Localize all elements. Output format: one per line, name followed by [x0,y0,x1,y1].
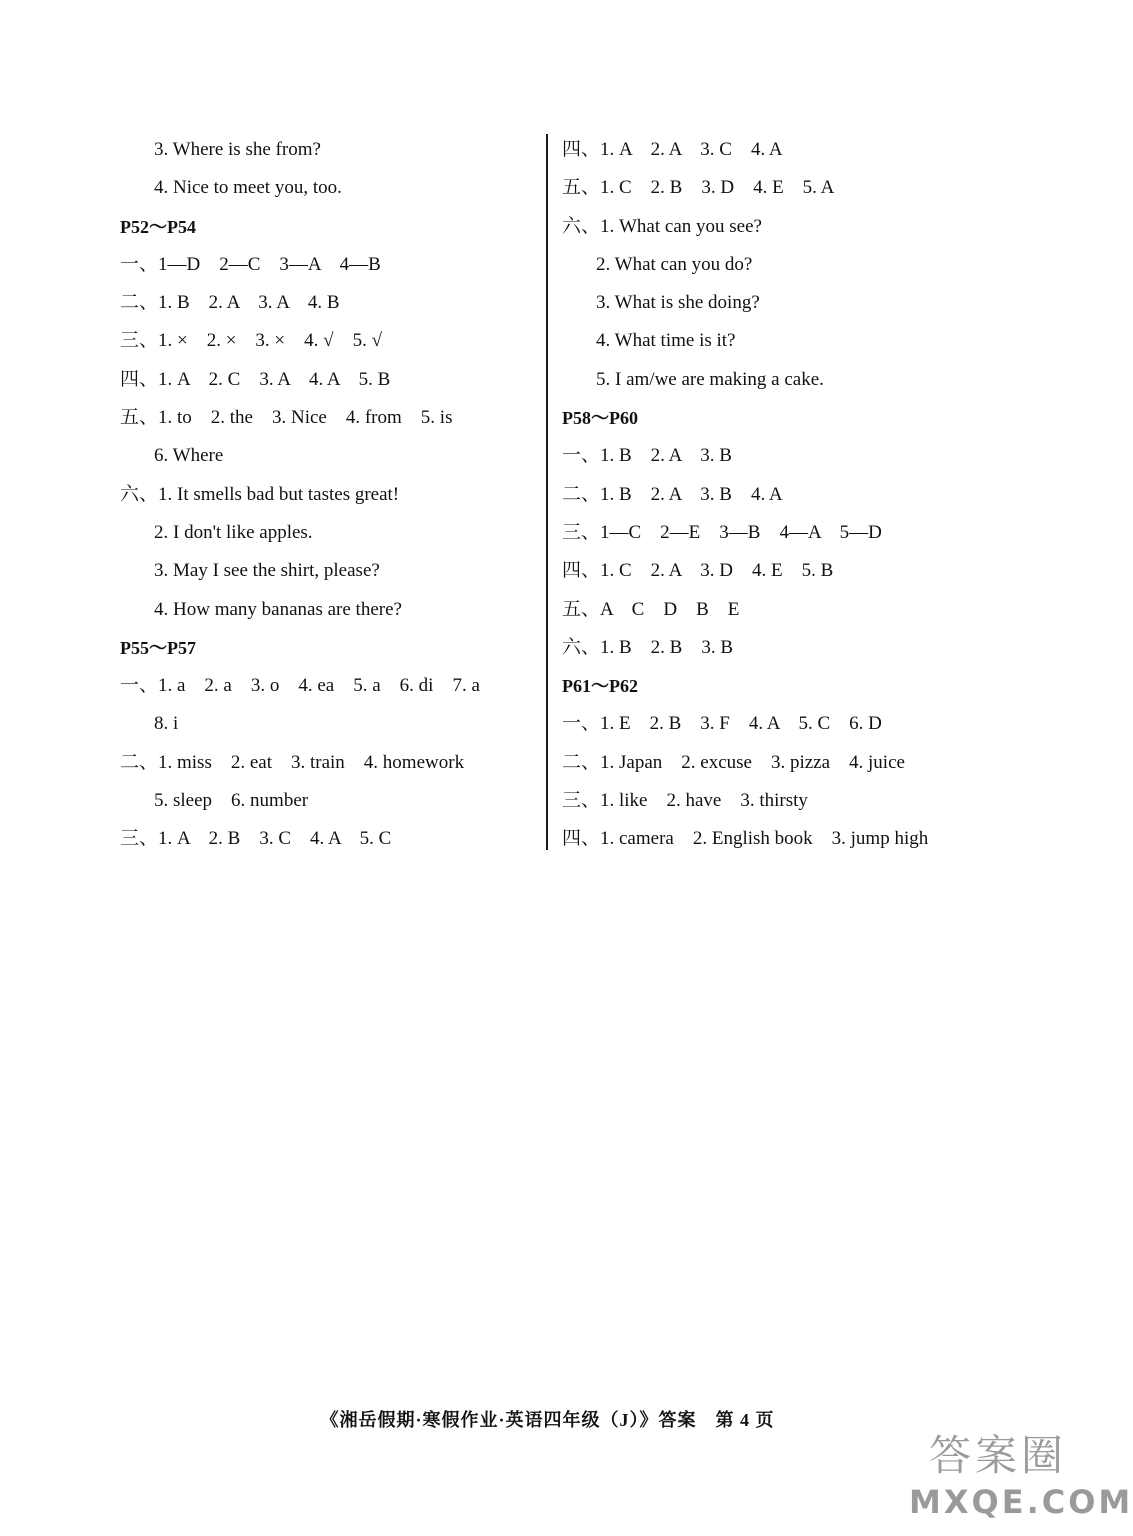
column-divider [546,134,548,850]
answer-line: 六、1. It smells bad but tastes great! [120,483,400,505]
answer-line: 六、1. What can you see? [562,215,762,237]
answer-line: 二、1. Japan 2. excuse 3. pizza 4. juice [562,751,905,773]
answer-line: 一、1. a 2. a 3. o 4. ea 5. a 6. di 7. a [120,675,480,697]
answer-line: 五、1. C 2. B 3. D 4. E 5. A [562,177,835,199]
answer-line: 8. i [154,713,179,735]
answer-line: 5. I am/we are making a cake. [596,368,824,390]
answer-line: 4. Nice to meet you, too. [154,177,342,199]
answer-line: 六、1. B 2. B 3. B [562,636,734,658]
section-heading: P58～P60 [562,408,638,429]
watermark-top-text: 答案圈 [928,1431,1067,1480]
answer-line: 一、1. E 2. B 3. F 4. A 5. C 6. D [562,713,882,735]
answer-line: 四、1. A 2. C 3. A 4. A 5. B [120,368,391,390]
watermark-logo [909,1430,1133,1530]
answer-line: 三、1. × 2. × 3. × 4. √ 5. √ [120,330,383,352]
answer-line: 三、1—C 2—E 3—B 4—A 5—D [562,521,882,543]
answer-line: 三、1. like 2. have 3. thirsty [562,790,808,812]
answer-line: 五、A C D B E [562,598,740,620]
answer-line: 三、1. A 2. B 3. C 4. A 5. C [120,828,392,850]
answer-line: 3. May I see the shirt, please? [154,560,380,582]
answer-line: 四、1. camera 2. English book 3. jump high [562,828,929,850]
answer-line: 4. How many bananas are there? [154,598,402,620]
answer-line: 一、1—D 2—C 3—A 4—B [120,253,381,275]
answer-line: 一、1. B 2. A 3. B [562,445,732,467]
answer-line: 5. sleep 6. number [154,790,309,812]
page-footer: 《湘岳假期·寒假作业·英语四年级（J）》答案 第 4 页 [320,1410,775,1430]
section-heading: P55～P57 [120,637,196,658]
section-heading: P61～P62 [562,676,638,697]
answer-line: 4. What time is it? [596,330,736,352]
answer-line: 二、1. B 2. A 3. A 4. B [120,292,340,314]
answer-line: 二、1. B 2. A 3. B 4. A [562,483,783,505]
answer-line: 3. What is she doing? [596,292,760,314]
answer-line: 2. What can you do? [596,253,753,275]
answer-line: 四、1. A 2. A 3. C 4. A [562,139,783,160]
left-answer-column [120,131,540,859]
answer-line: 6. Where [154,445,224,467]
answer-line: 五、1. to 2. the 3. Nice 4. from 5. is [120,407,453,429]
section-heading: P52～P54 [120,216,196,237]
right-answer-column [562,131,1002,859]
watermark-bottom-text: MXQE.COM [909,1483,1133,1521]
answer-line: 四、1. C 2. A 3. D 4. E 5. B [562,560,834,582]
answer-line: 3. Where is she from? [154,139,321,160]
answer-line: 二、1. miss 2. eat 3. train 4. homework [120,751,465,773]
answer-line: 2. I don't like apples. [154,521,313,543]
